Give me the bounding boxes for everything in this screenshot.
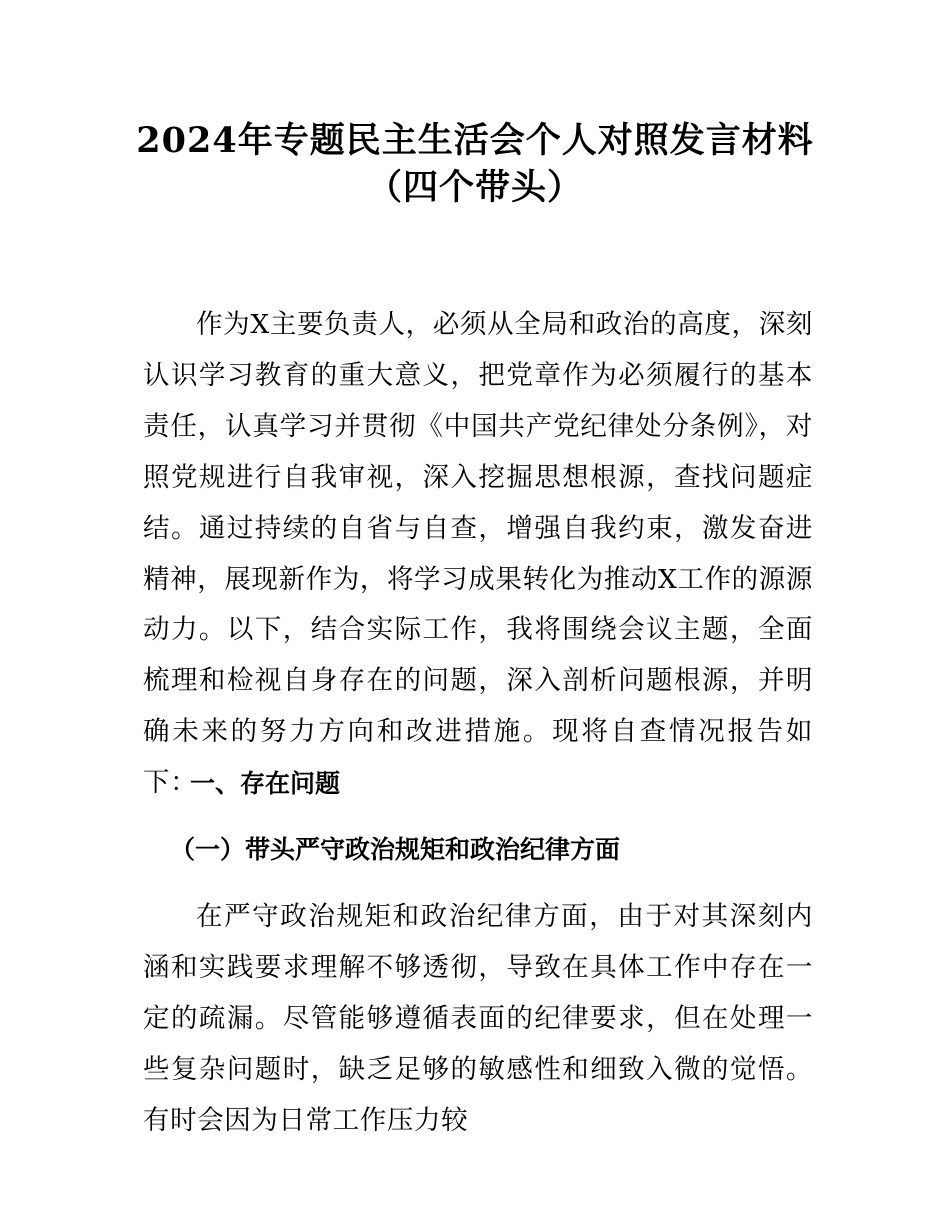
subsection-heading-political-discipline: （一）带头严守政治规矩和政治纪律方面 xyxy=(170,835,621,864)
document-title: 2024年专题民主生活会个人对照发言材料 xyxy=(136,120,814,161)
document-subtitle: （四个带头） xyxy=(366,167,583,208)
body-paragraph: 在严守政治规矩和政治纪律方面，由于对其深刻内涵和实践要求理解不够透彻，导致在具体工作中存在一定的疏漏。尽管能够遵循表面的纪律要求，但在处理一些复杂问题时，缺乏足够的敏感性和细致入微的觉悟。有时会因为日常工作压力较 xyxy=(143,901,813,1136)
intro-paragraph: 作为X主要负责人，必须从全局和政治的高度，深刻认识学习教育的重大意义，把党章作为必须履行的基本责任，认真学习并贯彻《中国共产党纪律处分条例》，对照党规进行自我审视，深入挖掘思想根源，查找问题症结。通过持续的自省与自查，增强自我约束，激发奋进精神，展现新作为，将学习成果转化为推动X工作的源源动力。以下，结合实际工作，我将围绕会议主题，全面梳理和检视自身存在的问题，深入剖析问题根源，并明确未来的努力方向和改进措施。现将自查情况报告如下： xyxy=(143,309,813,799)
section-heading-problems: 一、存在问题 xyxy=(190,769,341,798)
